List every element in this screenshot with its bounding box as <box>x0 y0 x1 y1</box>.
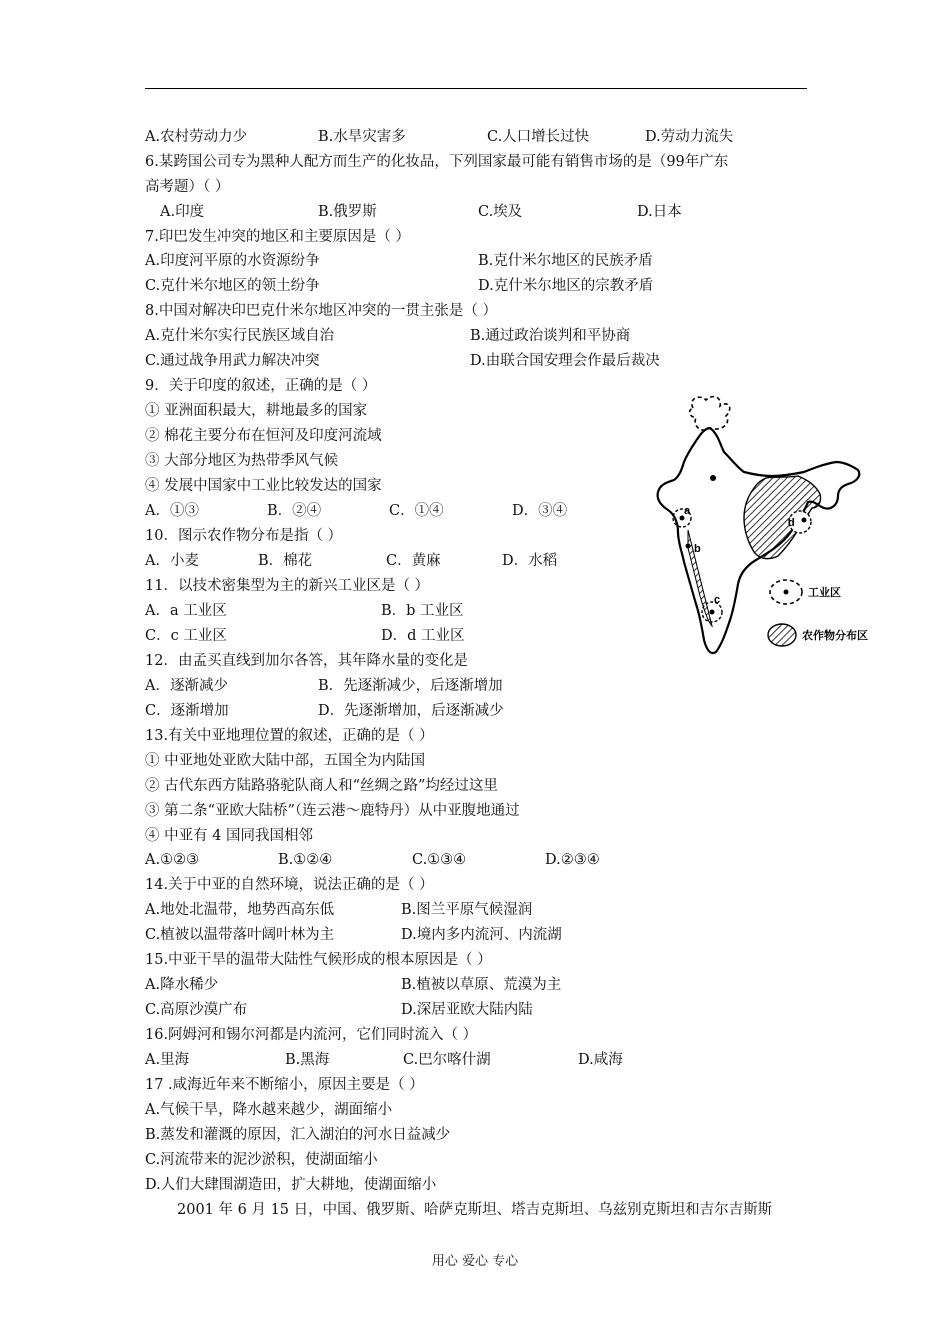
option: B．b 工业区 <box>381 603 464 619</box>
option: D.克什米尔地区的宗教矛盾 <box>478 278 654 294</box>
question-stem: 9．关于印度的叙述，正确的是（ ） <box>145 378 377 394</box>
option: B.通过政治谈判和平协商 <box>470 328 631 344</box>
header-rule <box>145 88 807 89</box>
option: C.人口增长过快 <box>487 129 590 145</box>
option: B．先逐渐减少，后逐渐增加 <box>318 678 503 694</box>
option: A.气候干旱，降水越来越少，湖面缩小 <box>145 1102 393 1118</box>
option: B.克什米尔地区的民族矛盾 <box>478 253 653 269</box>
q5-options <box>145 127 807 147</box>
q12-options <box>145 676 625 696</box>
map-industrial-c-dot <box>710 610 715 615</box>
option: B．棉花 <box>258 553 313 569</box>
map-label-d: d <box>788 517 795 529</box>
passage-text: 2001 年 6 月 15 日，中国、俄罗斯、哈萨克斯坦、塔吉克斯坦、乌兹别克斯坦和吉尔吉斯斯 <box>177 1202 773 1218</box>
option: B.俄罗斯 <box>318 204 377 220</box>
option: A.降水稀少 <box>145 977 219 993</box>
option: C.通过战争用武力解决冲突 <box>145 353 320 369</box>
option: D．先逐渐增加，后逐渐减少 <box>318 703 504 719</box>
option: D．d 工业区 <box>381 628 465 644</box>
question-stem: 10．图示农作物分布是指（ ） <box>145 528 343 544</box>
question-stem: 17 .咸海近年来不断缩小，原因主要是（ ） <box>145 1077 424 1093</box>
option: A.克什米尔实行民族区域自治 <box>145 328 335 344</box>
statement-item: ④ 发展中国家中工业比较发达的国家 <box>145 478 382 494</box>
option: B.水旱灾害多 <box>318 129 406 145</box>
legend-crop-label: 农作物分布区 <box>802 630 868 642</box>
option: B.植被以草原、荒漠为主 <box>401 977 562 993</box>
statement-item: ③ 大部分地区为热带季风气候 <box>145 453 339 469</box>
map-industrial-center <box>710 475 716 481</box>
question-stem: 12．由孟买直线到加尔各答，其年降水量的变化是 <box>145 653 468 669</box>
q11-options <box>145 601 625 621</box>
statement-item: ② 古代东西方陆路骆驼队商人和“丝绸之路”均经过这里 <box>145 778 498 794</box>
question-stem: 高考题）（ ） <box>145 179 230 195</box>
option: D.咸海 <box>578 1052 623 1068</box>
question-stem: 11．以技术密集型为主的新兴工业区是（ ） <box>145 578 430 594</box>
option: C.植被以温带落叶阔叶林为主 <box>145 927 335 943</box>
statement-item: ④ 中亚有 4 国同我国相邻 <box>145 828 314 844</box>
question-stem: 7.印巴发生冲突的地区和主要原因是（ ） <box>145 229 410 245</box>
map-kashmir-boundary <box>690 397 730 430</box>
option: A．逐渐减少 <box>145 678 228 694</box>
map-industrial-d-dot <box>802 518 807 523</box>
option: C．黄麻 <box>386 553 441 569</box>
q13-options <box>145 850 807 870</box>
q11-options <box>145 626 625 646</box>
map-label-c: c <box>714 594 721 606</box>
option: A．①③ <box>145 503 199 519</box>
q14-options <box>145 900 807 920</box>
option: C.高原沙漠广布 <box>145 1002 248 1018</box>
option: B.蒸发和灌溉的原因，汇入湖泊的河水日益减少 <box>145 1127 451 1143</box>
option: A.印度 <box>160 204 205 220</box>
question-stem: 16.阿姆河和锡尔河都是内流河，它们同时流入（ ） <box>145 1027 478 1043</box>
option: A.①②③ <box>145 852 200 868</box>
q10-options <box>145 551 625 571</box>
option: B．②④ <box>267 503 322 519</box>
india-map <box>648 390 888 665</box>
map-label-a: a <box>684 505 691 517</box>
q16-options <box>145 1050 807 1070</box>
legend-crop-symbol <box>768 624 796 646</box>
map-industrial-b <box>686 544 691 549</box>
option: B.黑海 <box>285 1052 330 1068</box>
option: A.印度河平原的水资源纷争 <box>145 253 320 269</box>
option: D.劳动力流失 <box>645 129 734 145</box>
option: B.①②④ <box>278 852 333 868</box>
option: A．a 工业区 <box>145 603 227 619</box>
option: B.图兰平原气候湿润 <box>401 902 533 918</box>
option: C.①③④ <box>412 852 467 868</box>
question-stem: 6.某跨国公司专为黑种人配方而生产的化妆品，下列国家最可能有销售市场的是（99年广东 <box>145 154 729 170</box>
q9-options <box>145 501 625 521</box>
option: A.农村劳动力少 <box>145 129 248 145</box>
statement-item: ① 亚洲面积最大，耕地最多的国家 <box>145 403 368 419</box>
option: D.日本 <box>637 204 682 220</box>
statement-item: ③ 第二条“亚欧大陆桥”（连云港～鹿特丹）从中亚腹地通过 <box>145 803 520 819</box>
option: C.埃及 <box>478 204 523 220</box>
q12-options <box>145 701 625 721</box>
legend-industrial-dot <box>784 590 789 595</box>
option: A.里海 <box>145 1052 190 1068</box>
q6-options <box>145 202 807 222</box>
option: D.深居亚欧大陆内陆 <box>401 1002 533 1018</box>
q14-options <box>145 925 807 945</box>
statement-item: ② 棉花主要分布在恒河及印度河流域 <box>145 428 382 444</box>
map-label-b: b <box>694 543 701 555</box>
option: A.地处北温带，地势西高东低 <box>145 902 335 918</box>
question-stem: 13.有关中亚地理位置的叙述，正确的是（ ） <box>145 728 434 744</box>
option: A．小麦 <box>145 553 199 569</box>
q8-options <box>145 326 807 346</box>
option: D.境内多内流河、内流湖 <box>401 927 562 943</box>
question-stem: 14.关于中亚的自然环境，说法正确的是（ ） <box>145 877 434 893</box>
option: C.克什米尔地区的领土纷争 <box>145 278 320 294</box>
q7-options <box>145 251 807 271</box>
q7-options <box>145 276 807 296</box>
option: C．c 工业区 <box>145 628 227 644</box>
option: C.巴尔喀什湖 <box>403 1052 491 1068</box>
q15-options <box>145 1000 807 1020</box>
option: C.河流带来的泥沙淤积，使湖面缩小 <box>145 1152 378 1168</box>
option: C．逐渐增加 <box>145 703 229 719</box>
option: D．水稻 <box>502 553 558 569</box>
question-stem: 15.中亚干旱的温带大陆性气候形成的根本原因是（ ） <box>145 952 492 968</box>
question-stem: 8.中国对解决印巴克什米尔地区冲突的一贯主张是（ ） <box>145 303 497 319</box>
option: D.由联合国安理会作最后裁决 <box>470 353 660 369</box>
statement-item: ① 中亚地处亚欧大陆中部，五国全为内陆国 <box>145 753 426 769</box>
option: D．③④ <box>512 503 568 519</box>
option: D.人们大肆围湖造田，扩大耕地，使湖面缩小 <box>145 1177 437 1193</box>
q15-options <box>145 975 807 995</box>
page-footer: 用心 爱心 专心 <box>431 1254 519 1269</box>
option: D.②③④ <box>545 852 600 868</box>
option: C．①④ <box>389 503 444 519</box>
legend-industrial-label: 工业区 <box>808 587 841 599</box>
q8-options <box>145 351 807 371</box>
